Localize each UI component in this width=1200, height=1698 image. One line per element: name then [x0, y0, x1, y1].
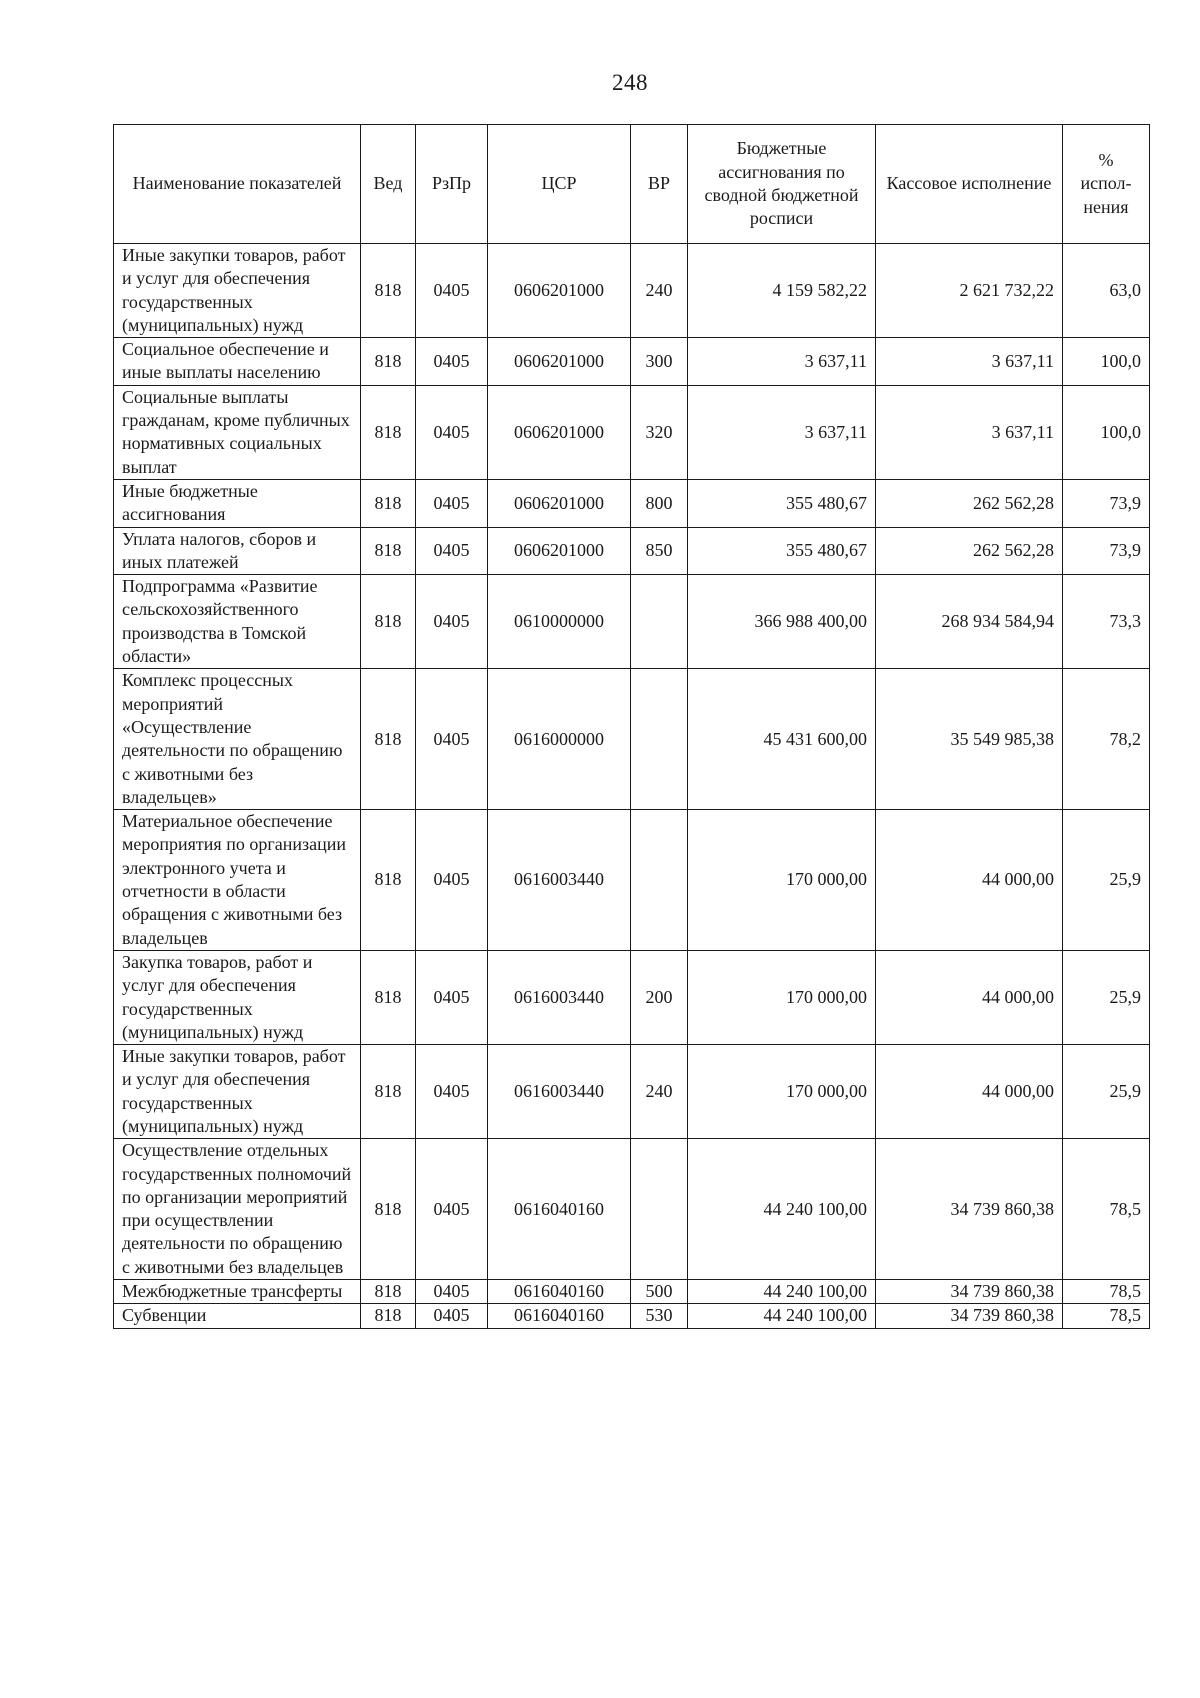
cell-percent: 100,0 [1063, 385, 1150, 479]
cell-csr: 0616003440 [488, 950, 631, 1044]
header-cash: Кассовое исполнение [876, 125, 1063, 244]
cell-cash: 2 621 732,22 [876, 244, 1063, 338]
cell-vr: 500 [631, 1280, 688, 1304]
cell-rzpr: 0405 [416, 338, 488, 386]
table-header-row [114, 125, 1150, 244]
cell-ved: 818 [361, 810, 416, 951]
cell-name: Субвенции [114, 1304, 361, 1328]
cell-rzpr: 0405 [416, 385, 488, 479]
cell-csr: 0616040160 [488, 1304, 631, 1328]
cell-vr: 530 [631, 1304, 688, 1328]
header-name: Наименование показателей [114, 125, 361, 244]
cell-ved: 818 [361, 1280, 416, 1304]
cell-vr [631, 1139, 688, 1280]
cell-cash: 44 000,00 [876, 950, 1063, 1044]
cell-csr: 0616003440 [488, 810, 631, 951]
cell-percent: 73,9 [1063, 479, 1150, 527]
cell-name: Подпрограмма «Развитие сельскохозяйственного производства в Томской области» [114, 575, 361, 669]
cell-rzpr: 0405 [416, 527, 488, 575]
cell-cash: 34 739 860,38 [876, 1304, 1063, 1328]
cell-vr: 240 [631, 1045, 688, 1139]
table-row [114, 1045, 1150, 1139]
cell-ved: 818 [361, 950, 416, 1044]
cell-percent: 100,0 [1063, 338, 1150, 386]
table-row [114, 338, 1150, 386]
header-budget: Бюджетные ассигнования по сводной бюджетной росписи [688, 125, 876, 244]
cell-cash: 268 934 584,94 [876, 575, 1063, 669]
cell-vr: 800 [631, 479, 688, 527]
table-row [114, 575, 1150, 669]
cell-percent: 73,3 [1063, 575, 1150, 669]
cell-cash: 262 562,28 [876, 479, 1063, 527]
cell-cash: 3 637,11 [876, 338, 1063, 386]
cell-ved: 818 [361, 669, 416, 810]
table-row [114, 479, 1150, 527]
cell-cash: 34 739 860,38 [876, 1139, 1063, 1280]
cell-name: Социальные выплаты гражданам, кроме публичных нормативных социальных выплат [114, 385, 361, 479]
cell-name: Иные закупки товаров, работ и услуг для обеспечения государственных (муниципальных) нужд [114, 1045, 361, 1139]
cell-vr [631, 810, 688, 951]
cell-csr: 0606201000 [488, 338, 631, 386]
cell-cash: 34 739 860,38 [876, 1280, 1063, 1304]
cell-budget: 170 000,00 [688, 1045, 876, 1139]
header-percent: % испол-нения [1063, 125, 1150, 244]
cell-ved: 818 [361, 575, 416, 669]
cell-rzpr: 0405 [416, 669, 488, 810]
cell-vr: 850 [631, 527, 688, 575]
cell-percent: 25,9 [1063, 810, 1150, 951]
cell-budget: 44 240 100,00 [688, 1139, 876, 1280]
cell-name: Уплата налогов, сборов и иных платежей [114, 527, 361, 575]
cell-name: Комплекс процессных мероприятий «Осуществление деятельности по обращению с животными без владельцев» [114, 669, 361, 810]
cell-budget: 355 480,67 [688, 479, 876, 527]
cell-percent: 25,9 [1063, 1045, 1150, 1139]
cell-cash: 35 549 985,38 [876, 669, 1063, 810]
cell-csr: 0616040160 [488, 1280, 631, 1304]
cell-rzpr: 0405 [416, 1139, 488, 1280]
cell-name: Закупка товаров, работ и услуг для обеспечения государственных (муниципальных) нужд [114, 950, 361, 1044]
cell-percent: 73,9 [1063, 527, 1150, 575]
cell-rzpr: 0405 [416, 1045, 488, 1139]
cell-budget: 355 480,67 [688, 527, 876, 575]
cell-budget: 366 988 400,00 [688, 575, 876, 669]
cell-name: Материальное обеспечение мероприятия по организации электронного учета и отчетности в области обращения с животными без владельцев [114, 810, 361, 951]
table-row [114, 1139, 1150, 1280]
cell-cash: 3 637,11 [876, 385, 1063, 479]
cell-name: Иные закупки товаров, работ и услуг для обеспечения государственных (муниципальных) нужд [114, 244, 361, 338]
table-row [114, 1304, 1150, 1328]
table-body [114, 244, 1150, 1329]
header-csr: ЦСР [488, 125, 631, 244]
cell-ved: 818 [361, 338, 416, 386]
cell-rzpr: 0405 [416, 1280, 488, 1304]
cell-budget: 170 000,00 [688, 950, 876, 1044]
cell-rzpr: 0405 [416, 479, 488, 527]
cell-rzpr: 0405 [416, 244, 488, 338]
cell-budget: 44 240 100,00 [688, 1280, 876, 1304]
cell-budget: 44 240 100,00 [688, 1304, 876, 1328]
page-number: 248 [612, 70, 648, 95]
table-row [114, 1280, 1150, 1304]
table-row [114, 385, 1150, 479]
cell-ved: 818 [361, 1139, 416, 1280]
cell-csr: 0616003440 [488, 1045, 631, 1139]
cell-cash: 44 000,00 [876, 810, 1063, 951]
cell-cash: 44 000,00 [876, 1045, 1063, 1139]
table-row [114, 244, 1150, 338]
cell-budget: 3 637,11 [688, 338, 876, 386]
cell-vr: 320 [631, 385, 688, 479]
cell-name: Иные бюджетные ассигнования [114, 479, 361, 527]
cell-percent: 25,9 [1063, 950, 1150, 1044]
cell-name: Осуществление отдельных государственных полномочий по организации мероприятий при осуществлении деятельности по обращению с животными без владельцев [114, 1139, 361, 1280]
cell-csr: 0606201000 [488, 244, 631, 338]
cell-percent: 78,2 [1063, 669, 1150, 810]
table-row [114, 950, 1150, 1044]
cell-csr: 0616000000 [488, 669, 631, 810]
budget-execution-table [113, 124, 1150, 1329]
cell-ved: 818 [361, 1304, 416, 1328]
header-rzpr: РзПр [416, 125, 488, 244]
cell-name: Межбюджетные трансферты [114, 1280, 361, 1304]
cell-csr: 0606201000 [488, 479, 631, 527]
cell-csr: 0610000000 [488, 575, 631, 669]
cell-vr [631, 669, 688, 810]
cell-ved: 818 [361, 1045, 416, 1139]
cell-budget: 170 000,00 [688, 810, 876, 951]
cell-percent: 78,5 [1063, 1304, 1150, 1328]
cell-csr: 0616040160 [488, 1139, 631, 1280]
cell-ved: 818 [361, 385, 416, 479]
cell-rzpr: 0405 [416, 810, 488, 951]
cell-vr: 240 [631, 244, 688, 338]
cell-csr: 0606201000 [488, 527, 631, 575]
cell-ved: 818 [361, 244, 416, 338]
table-row [114, 810, 1150, 951]
table-row [114, 669, 1150, 810]
cell-percent: 78,5 [1063, 1280, 1150, 1304]
cell-ved: 818 [361, 527, 416, 575]
cell-budget: 4 159 582,22 [688, 244, 876, 338]
cell-vr: 200 [631, 950, 688, 1044]
cell-cash: 262 562,28 [876, 527, 1063, 575]
cell-budget: 3 637,11 [688, 385, 876, 479]
cell-rzpr: 0405 [416, 950, 488, 1044]
cell-percent: 78,5 [1063, 1139, 1150, 1280]
cell-ved: 818 [361, 479, 416, 527]
table-row [114, 527, 1150, 575]
cell-rzpr: 0405 [416, 575, 488, 669]
cell-vr: 300 [631, 338, 688, 386]
cell-csr: 0606201000 [488, 385, 631, 479]
cell-percent: 63,0 [1063, 244, 1150, 338]
cell-budget: 45 431 600,00 [688, 669, 876, 810]
cell-rzpr: 0405 [416, 1304, 488, 1328]
cell-vr [631, 575, 688, 669]
header-ved: Вед [361, 125, 416, 244]
header-vr: ВР [631, 125, 688, 244]
cell-name: Социальное обеспечение и иные выплаты населению [114, 338, 361, 386]
